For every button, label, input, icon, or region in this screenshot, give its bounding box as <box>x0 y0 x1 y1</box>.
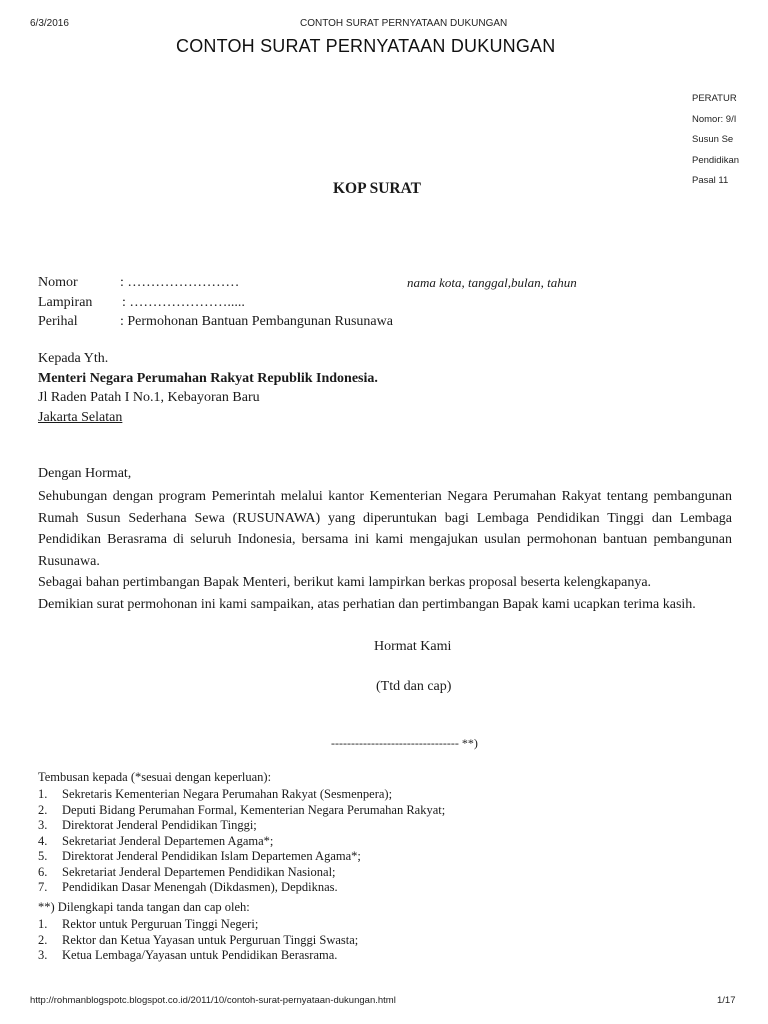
list-item-number: 6. <box>38 864 48 879</box>
nomor-label: Nomor <box>38 275 78 290</box>
list-item-number: 5. <box>38 849 48 863</box>
list-item-text: Direktorat Jenderal Pendidikan Tinggi; <box>62 818 257 832</box>
lampiran-label: Lampiran <box>38 295 93 310</box>
list-item <box>38 933 358 949</box>
list-item-number: 3. <box>38 818 48 832</box>
nomor-value: : …………………… <box>120 275 240 290</box>
closing-ttd: (Ttd dan cap) <box>376 679 452 694</box>
recipient-city: Jakarta Selatan <box>38 410 123 425</box>
footer-url[interactable]: http://rohmanblogspotc.blogspot.co.id/2011/10/contoh-surat-pernyataan-dukungan.html <box>30 995 396 1006</box>
list-item-text: Sekretariat Jenderal Departemen Agama*; <box>62 833 274 848</box>
list-item-text: Sekretariat Jenderal Departemen Pendidikan Nasional; <box>62 864 336 879</box>
side-ref-line: Nomor: 9/I <box>692 113 737 125</box>
side-ref-line: Pasal 11 <box>692 175 729 186</box>
body-paragraph: Demikian surat permohonan ini kami sampaikan, atas perhatian dan pertimbangan Bapak kami ucapkan terima kasih. <box>38 596 696 612</box>
dilengkapi-list <box>38 917 358 964</box>
letter-body <box>38 486 732 615</box>
list-item-text: Rektor dan Ketua Yayasan untuk Perguruan Tinggi Swasta; <box>62 932 359 947</box>
list-item-number: 2. <box>38 802 48 817</box>
greeting: Dengan Hormat, <box>38 466 132 481</box>
dilengkapi-heading: **) Dilengkapi tanda tangan dan cap oleh: <box>38 900 250 914</box>
side-ref-line: Susun Se <box>692 134 734 145</box>
list-item-number: 1. <box>38 787 48 801</box>
list-item-number: 1. <box>38 917 48 931</box>
recipient-name: Menteri Negara Perumahan Rakyat Republik Indonesia. <box>38 371 378 386</box>
list-item <box>38 834 445 850</box>
tembusan-heading: Tembusan kepada (*sesuai dengan keperluan): <box>38 770 272 784</box>
list-item <box>38 818 445 834</box>
side-ref-line: PERATUR <box>692 93 737 104</box>
list-item-text: Direktorat Jenderal Pendidikan Islam Departemen Agama*; <box>62 849 361 863</box>
side-ref-line: Pendidikan <box>692 154 740 166</box>
list-item <box>38 948 358 964</box>
list-item-text: Ketua Lembaga/Yayasan untuk Pendidikan Berasrama. <box>62 948 338 962</box>
list-item-text: Rektor untuk Perguruan Tinggi Negeri; <box>62 917 259 931</box>
list-item <box>38 787 445 803</box>
body-paragraph: Sebagai bahan pertimbangan Bapak Menteri, berikut kami lampirkan berkas proposal beserta kelengkapanya. <box>38 575 652 590</box>
side-reference <box>692 89 768 192</box>
list-item-text: Sekretaris Kementerian Negara Perumahan Rakyat (Sesmenpera); <box>62 787 393 801</box>
list-item <box>38 880 445 896</box>
print-date: 6/3/2016 <box>30 18 69 29</box>
closing-hormat: Hormat Kami <box>374 639 452 654</box>
list-item <box>38 917 358 933</box>
page-title: CONTOH SURAT PERNYATAAN DUKUNGAN <box>176 36 556 56</box>
list-item-number: 4. <box>38 833 48 848</box>
list-item <box>38 803 445 819</box>
list-item <box>38 849 445 865</box>
recipient-salutation: Kepada Yth. <box>38 351 109 366</box>
perihal-value: : Permohonan Bantuan Pembangunan Rusunawa <box>120 314 393 329</box>
page-number: 1/17 <box>717 995 736 1006</box>
list-item-number: 3. <box>38 948 48 962</box>
list-item <box>38 865 445 881</box>
kop-surat: KOP SURAT <box>333 180 421 197</box>
lampiran-value: : …………………..... <box>122 295 245 310</box>
signature-line: -------------------------------- **) <box>331 736 478 750</box>
perihal-label: Perihal <box>38 314 78 329</box>
list-item-text: Deputi Bidang Perumahan Formal, Kementerian Negara Perumahan Rakyat; <box>62 802 446 817</box>
body-paragraph: Sehubungan dengan program Pemerintah melalui kantor Kementerian Negara Perumahan Rakyat tentang pembangunan Rumah Susun Sederhana Sewa (RUSUNAWA) yang diperuntukan bagi Lembaga Pendidikan Tinggi dan Lembaga Pendidikan Berasrama di seluruh Indonesia, bersama ini kami mengajukan usulan permohonan bantuan pembangunan Rusunawa. <box>38 489 732 569</box>
recipient-address: Jl Raden Patah I No.1, Kebayoran Baru <box>38 390 260 405</box>
print-title: CONTOH SURAT PERNYATAAN DUKUNGAN <box>300 18 508 29</box>
list-item-number: 2. <box>38 932 48 947</box>
tembusan-list <box>38 787 445 896</box>
place-date: nama kota, tanggal,bulan, tahun <box>407 275 577 290</box>
list-item-number: 7. <box>38 880 48 894</box>
list-item-text: Pendidikan Dasar Menengah (Dikdasmen), Depdiknas. <box>62 880 338 894</box>
